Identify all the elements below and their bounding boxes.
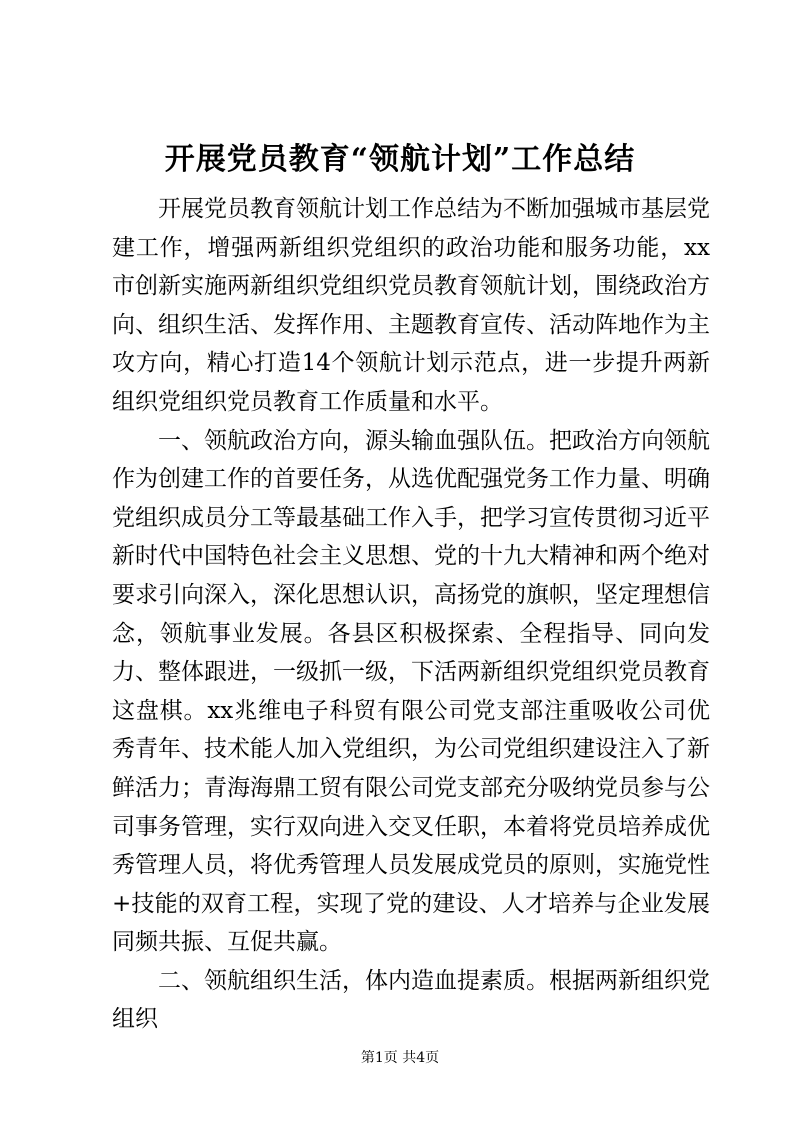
page-number-footer: 第1页 共4页 <box>360 1050 440 1066</box>
body-paragraph-section-1: 一、领航政治方向，源头输血强队伍。把政治方向领航作为创建工作的首要任务，从选优配强党务工作力量、明确党组织成员分工等最基础工作入手，把学习宣传贯彻习近平新时代中国特色社会主义思想、党的十九大精神和两个绝对要求引向深入，深化思想认识，高扬党的旗帜，坚定理想信念，领航事业发展。各县区积极探索、全程指导、同向发力、整体跟进，一级抓一级，下活两新组织党组织党员教育这盘棋。xx兆维电子科贸有限公司党支部注重吸收公司优秀青年、技术能人加入党组织，为公司党组织建设注入了新鲜活力；青海海鼎工贸有限公司党支部充分吸纳党员参与公司事务管理，实行双向进入交叉任职，本着将党员培养成优秀管理人员，将优秀管理人员发展成党员的原则，实施党性+技能的双育工程，实现了党的建设、人才培养与企业发展同频共振、互促共赢。 <box>112 427 710 956</box>
body-paragraph-section-2: 二、领航组织生活，体内造血提素质。根据两新组织党组织 <box>112 967 710 1033</box>
document-body <box>112 190 710 1039</box>
body-paragraph-intro: 开展党员教育领航计划工作总结为不断加强城市基层党建工作，增强两新组织党组织的政治功能和服务功能，xx市创新实施两新组织党组织党员教育领航计划，围绕政治方向、组织生活、发挥作用、主题教育宣传、活动阵地作为主攻方向，精心打造14个领航计划示范点，进一步提升两新组织党组织党员教育工作质量和水平。 <box>112 196 710 415</box>
document-title: 开展党员教育“领航计划”工作总结 <box>164 142 636 177</box>
